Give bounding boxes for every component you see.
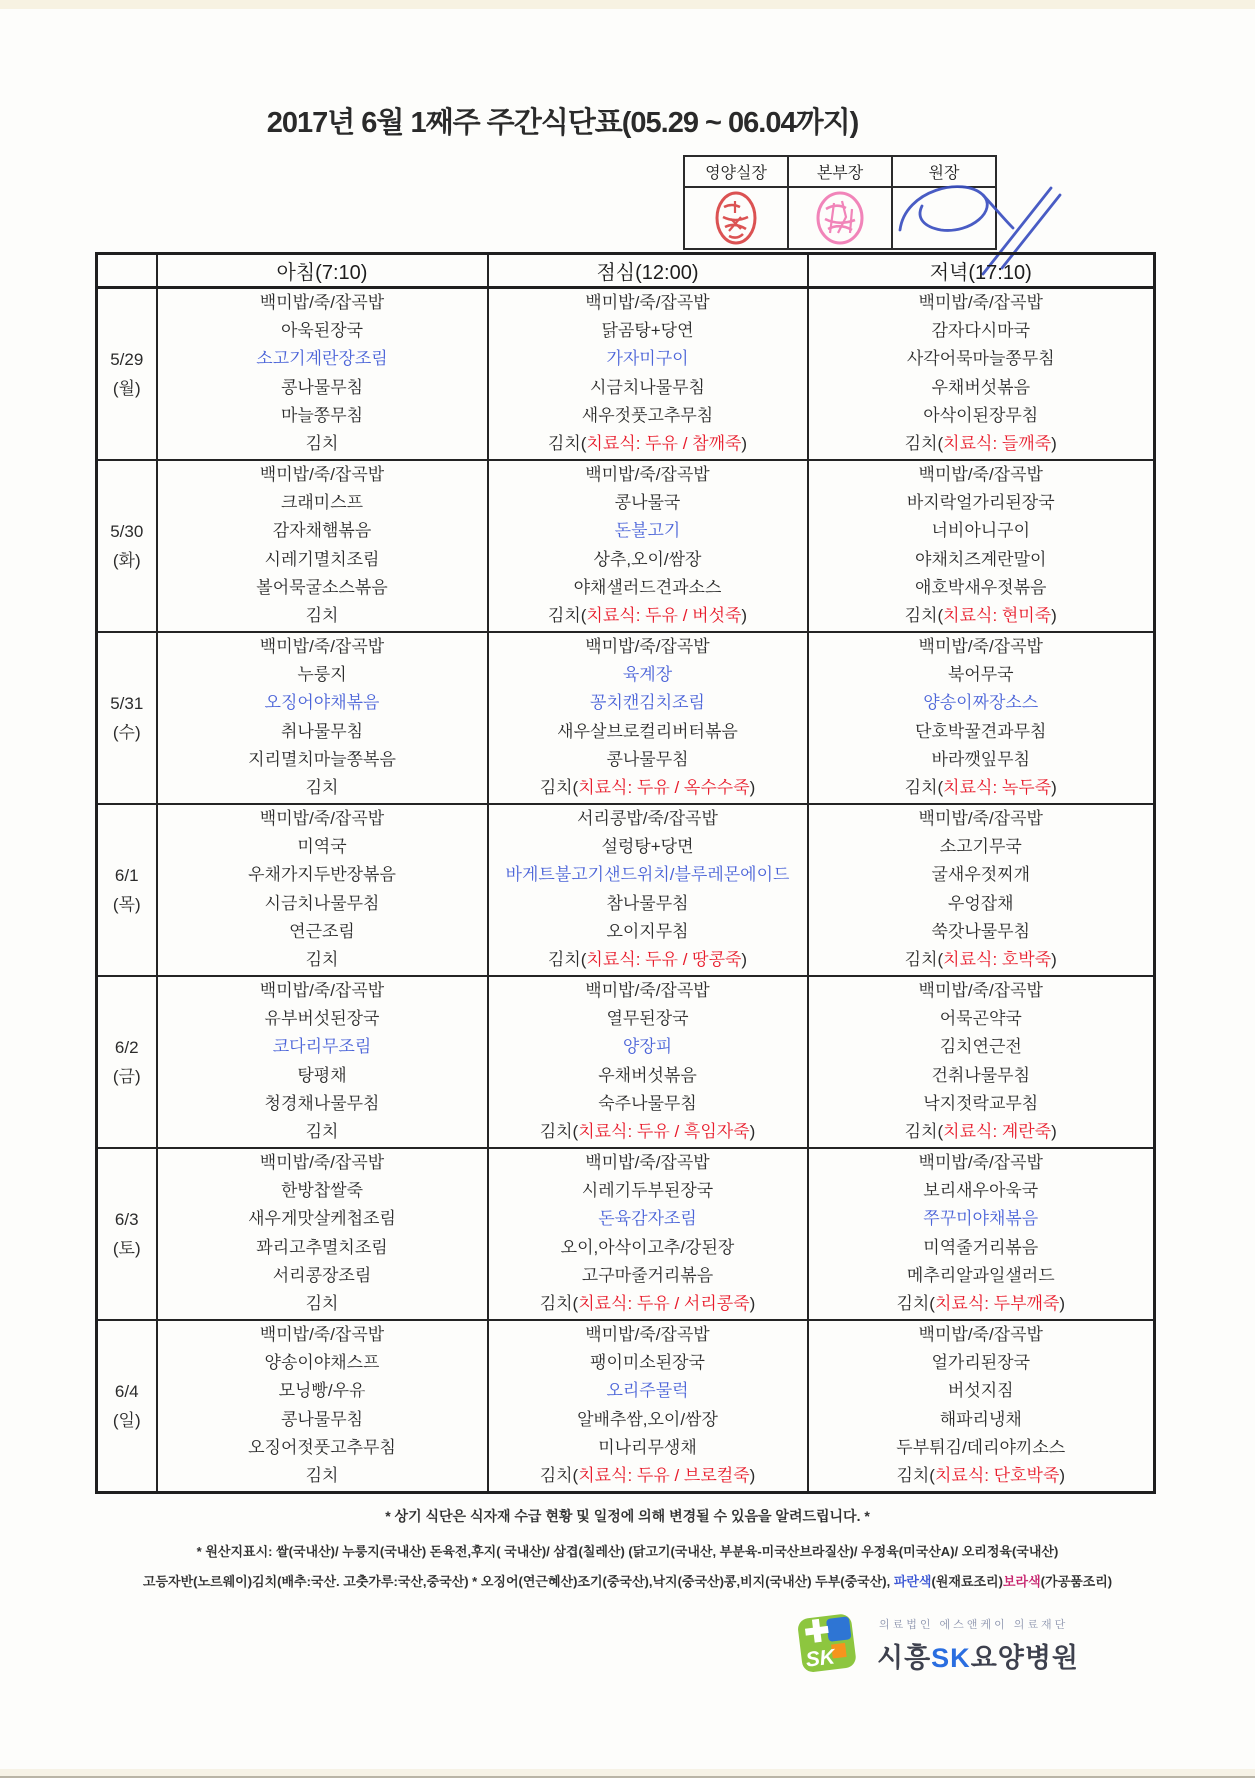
approval-role-headquarters: 본부장	[788, 156, 892, 187]
menu-item: 오이,아삭이고추/강된장	[560, 1237, 735, 1257]
menu-item: 백미밥/죽/잡곡밥	[585, 1325, 710, 1344]
stamp-cell-headquarters	[788, 187, 892, 249]
menu-item: 백미밥/죽/잡곡밥	[585, 293, 710, 312]
date-label: 6/3	[114, 1210, 139, 1229]
menu-item: 육계장	[622, 665, 673, 685]
menu-item: 지리멸치마늘쫑복음	[248, 749, 396, 769]
treatment-diet-note: 치료식: 두부깨죽	[934, 1293, 1060, 1313]
menu-item: 한방찹쌀죽	[280, 1181, 364, 1201]
menu-item: 김치	[305, 433, 339, 453]
dinner-cell	[808, 632, 1155, 804]
menu-item: 우채가지두반장볶음	[248, 865, 396, 885]
menu-item: 백미밥/죽/잡곡밥	[259, 293, 385, 312]
menu-item: 상추,오이/쌈장	[593, 549, 702, 569]
menu-item: 콩나물무침	[280, 377, 364, 397]
menu-item: 백미밥/죽/잡곡밥	[918, 981, 1043, 1000]
menu-item: 서리콩장조림	[272, 1265, 372, 1285]
lunch-cell	[488, 976, 808, 1148]
menu-item: 김치	[305, 777, 339, 797]
menu-item: 굴새우젓찌개	[931, 865, 1031, 885]
lunch-cell	[488, 288, 808, 461]
menu-item: 감자채햄볶음	[272, 521, 372, 541]
approval-role-nutrition: 영양실장	[684, 156, 788, 187]
breakfast-cell	[157, 804, 488, 976]
menu-item: 돈불고기	[614, 521, 681, 541]
menu-item: 메추리알과일샐러드	[906, 1265, 1055, 1285]
menu-item: 크래미스프	[280, 493, 364, 513]
menu-item: 너비아니구이	[931, 521, 1031, 541]
treatment-diet-note: 치료식: 두유 / 흑임자죽	[578, 1121, 750, 1141]
menu-item: 청경채나물무침	[264, 1093, 380, 1113]
menu-item: 아욱된장국	[280, 321, 364, 341]
menu-item: 고구마줄거리볶음	[581, 1265, 714, 1285]
hospital-foundation-name: 의료법인 에스앤케이 의료재단	[879, 1619, 1069, 1631]
menu-item: 알배추쌈,오이/쌈장	[577, 1409, 718, 1429]
note-segment: 보라색	[1002, 1574, 1041, 1589]
hospital-logo-text	[877, 1608, 1079, 1675]
menu-item: 낙지젓락교무침	[923, 1093, 1039, 1113]
menu-item: 열무된장국	[606, 1009, 689, 1029]
menu-item: 김치(치료식: 두유 / 흑임자죽)	[539, 1121, 756, 1141]
menu-item: 시금치나물무침	[264, 893, 380, 913]
treatment-diet-note: 치료식: 단호박죽	[934, 1465, 1060, 1485]
menu-item: 쭈꾸미야채볶음	[923, 1209, 1039, 1229]
breakfast-cell	[157, 1148, 488, 1320]
hospital-name-sk: SK	[931, 1643, 971, 1673]
dinner-cell	[808, 976, 1155, 1148]
menu-item: 서리콩밥/죽/잡곡밥	[577, 809, 718, 828]
menu-item: 사각어묵마늘쫑무침	[906, 349, 1055, 369]
menu-item: 우채버섯볶음	[931, 377, 1031, 397]
menu-item: 코다리무조림	[272, 1037, 372, 1057]
menu-item: 백미밥/죽/잡곡밥	[585, 981, 710, 1000]
menu-item: 팽이미소된장국	[590, 1353, 705, 1373]
note-segment: (원재료조리)	[931, 1574, 1003, 1589]
date-cell	[97, 460, 157, 632]
note-segment: (가공품조리)	[1040, 1574, 1113, 1589]
menu-item: 양장피	[622, 1037, 673, 1057]
lunch-cell	[488, 804, 808, 976]
menu-item: 양송이야채스프	[264, 1353, 380, 1373]
day-row	[97, 288, 1155, 461]
header-breakfast: 아침(7:10)	[157, 254, 488, 288]
breakfast-cell	[157, 976, 488, 1148]
date-label: 6/2	[114, 1038, 139, 1057]
date-label: 6/4	[114, 1382, 139, 1401]
menu-item: 김치(치료식: 들깨죽)	[904, 433, 1057, 453]
stamp-cell-director	[892, 187, 996, 249]
menu-item: 김치	[305, 605, 339, 625]
note-disclaimer: * 상기 식단은 식자재 수급 현황 및 일정에 의해 변경될 수 있음을 알려드립니다. *	[385, 1508, 870, 1524]
menu-item: 꽁치캔김치조림	[590, 693, 705, 713]
menu-item: 미역국	[297, 837, 347, 857]
dinner-cell	[808, 804, 1155, 976]
treatment-diet-note: 치료식: 계란죽	[943, 1121, 1052, 1141]
menu-item: 시레기멸치조림	[264, 549, 380, 569]
lunch-cell	[488, 632, 808, 804]
menu-item: 콩나물국	[614, 493, 681, 513]
menu-item: 우채버섯볶음	[598, 1065, 697, 1085]
lunch-cell	[488, 1320, 808, 1493]
menu-item: 백미밥/죽/잡곡밥	[585, 637, 710, 656]
menu-item: 얼가리된장국	[931, 1353, 1031, 1373]
menu-item: 소고기계란장조림	[256, 349, 388, 369]
date-cell	[97, 804, 157, 976]
menu-item: 김치(치료식: 호박죽)	[904, 949, 1057, 969]
menu-item: 닭곰탕+당연	[601, 321, 694, 341]
note-origin-1: * 원산지표시: 쌀(국내산)/ 누룽지(국내산) 돈육전,후지( 국내산)/ 삼겹(칠레산) (닭고기(국내산, 부분육-미국산브라질산)/ 우정육(미국산A)/ 오리정육(국내산)	[196, 1544, 1059, 1559]
date-cell	[97, 976, 157, 1148]
menu-item: 건취나물무침	[931, 1065, 1031, 1085]
menu-item: 백미밥/죽/잡곡밥	[259, 1153, 385, 1172]
menu-item: 오징어젓풋고추무침	[248, 1437, 396, 1457]
menu-item: 연근조림	[289, 921, 355, 941]
treatment-diet-note: 치료식: 호박죽	[943, 949, 1052, 969]
menu-item: 백미밥/죽/잡곡밥	[918, 637, 1043, 656]
treatment-diet-note: 치료식: 녹두죽	[943, 777, 1052, 797]
menu-item: 백미밥/죽/잡곡밥	[918, 809, 1043, 828]
menu-item: 탕평채	[297, 1065, 347, 1085]
page-title: 2017년 6월 1째주 주간식단표(05.29 ~ 06.04까지)	[266, 107, 859, 139]
menu-item: 김치	[305, 1293, 339, 1313]
menu-item: 쑥갓나물무침	[931, 921, 1031, 941]
svg-text:SK: SK	[804, 1645, 837, 1672]
breakfast-cell	[157, 632, 488, 804]
menu-item: 가자미구이	[606, 349, 689, 369]
lunch-cell	[488, 1148, 808, 1320]
header-lunch: 점심(12:00)	[488, 254, 808, 288]
menu-item: 백미밥/죽/잡곡밥	[259, 1325, 385, 1344]
menu-item: 백미밥/죽/잡곡밥	[259, 465, 385, 484]
menu-item: 우엉잡채	[947, 893, 1014, 913]
menu-item: 버섯지짐	[947, 1381, 1014, 1401]
menu-item: 김치(치료식: 두유 / 브로컬죽)	[539, 1465, 756, 1485]
menu-item: 김치(치료식: 단호박죽)	[896, 1465, 1066, 1485]
menu-table-body	[97, 288, 1155, 1493]
menu-item: 백미밥/죽/잡곡밥	[918, 465, 1043, 484]
breakfast-cell	[157, 460, 488, 632]
header-dinner: 저녁(17:10)	[808, 254, 1155, 288]
weekday-label: (화)	[112, 551, 141, 570]
date-label: 6/1	[114, 866, 139, 885]
hospital-logo	[793, 1608, 1079, 1680]
menu-item: 백미밥/죽/잡곡밥	[585, 465, 710, 484]
dinner-cell	[808, 1148, 1155, 1320]
date-label: 5/29	[110, 350, 144, 369]
treatment-diet-note: 치료식: 두유 / 버섯죽	[586, 605, 742, 625]
menu-item: 설렁탕+당면	[601, 837, 694, 857]
menu-item: 모닝빵/우유	[278, 1381, 366, 1401]
menu-item: 꽈리고추멸치조림	[256, 1237, 388, 1257]
menu-item: 마늘쫑무침	[280, 405, 364, 425]
treatment-diet-note: 치료식: 두유 / 브로컬죽	[578, 1465, 750, 1485]
menu-item: 양송이짜장소스	[923, 693, 1039, 713]
red-seal-stamp-icon	[711, 189, 761, 247]
date-cell	[97, 632, 157, 804]
weekday-label: (일)	[112, 1411, 141, 1430]
menu-item: 김치(치료식: 현미죽)	[904, 605, 1057, 625]
menu-item: 어묵곤약국	[939, 1009, 1022, 1029]
date-cell	[97, 1320, 157, 1493]
menu-item: 돈육감자조림	[598, 1209, 697, 1229]
menu-item: 오징어야채볶음	[264, 693, 380, 713]
menu-item: 김치(치료식: 두유 / 서리콩죽)	[539, 1293, 756, 1313]
sk-hospital-logo-icon	[793, 1608, 863, 1680]
dinner-cell	[808, 288, 1155, 461]
day-row	[97, 632, 1155, 804]
menu-item: 김치(치료식: 두유 / 참깨죽)	[547, 433, 748, 453]
weekday-label: (토)	[112, 1239, 141, 1258]
menu-item: 보리새우아욱국	[923, 1181, 1039, 1201]
lunch-cell	[488, 460, 808, 632]
menu-item: 김치	[305, 1121, 339, 1141]
menu-item: 백미밥/죽/잡곡밥	[585, 1153, 710, 1172]
dinner-cell	[808, 460, 1155, 632]
menu-header-row	[97, 254, 1155, 288]
note-segment: 고등자반(노르웨이)김치(배추:국산. 고춧가루:국산,중국산) * 오징어(연근혜산)조기(중국산),낙지(중국산)콩,비지(국내산) 두부(중국산),	[142, 1574, 894, 1589]
menu-item: 콩나물무침	[280, 1409, 364, 1429]
menu-item: 단호박꿀견과무침	[915, 721, 1047, 741]
menu-item: 숙주나물무침	[598, 1093, 697, 1113]
menu-item: 감자다시마국	[931, 321, 1031, 341]
menu-item: 해파리냉채	[939, 1409, 1022, 1429]
menu-item: 소고기무국	[939, 837, 1022, 857]
menu-item: 시레기두부된장국	[581, 1181, 714, 1201]
breakfast-cell	[157, 288, 488, 461]
menu-item: 백미밥/죽/잡곡밥	[259, 809, 385, 828]
weekly-menu-table	[95, 252, 1156, 1494]
treatment-diet-note: 치료식: 들깨죽	[943, 433, 1052, 453]
note-origin-2	[0, 1571, 1255, 1590]
menu-item: 김치(치료식: 두유 / 버섯죽)	[547, 605, 748, 625]
menu-item: 아삭이된장무침	[923, 405, 1039, 425]
date-label: 5/30	[110, 522, 144, 541]
menu-item: 새우젓풋고추무침	[581, 405, 714, 425]
menu-item: 누룽지	[297, 665, 347, 685]
menu-item: 오이지무침	[606, 921, 689, 941]
menu-item: 백미밥/죽/잡곡밥	[259, 981, 385, 1000]
day-row	[97, 460, 1155, 632]
date-cell	[97, 288, 157, 461]
approval-header-row	[684, 156, 996, 187]
menu-item: 김치	[305, 949, 339, 969]
weekday-label: (수)	[112, 723, 141, 742]
menu-item: 백미밥/죽/잡곡밥	[918, 1153, 1043, 1172]
treatment-diet-note: 치료식: 두유 / 땅콩죽	[586, 949, 742, 969]
date-cell	[97, 1148, 157, 1320]
day-row	[97, 804, 1155, 976]
menu-item: 야채샐러드견과소스	[573, 577, 722, 597]
stamp-cell-nutrition	[684, 187, 788, 249]
menu-item: 유부버섯된장국	[264, 1009, 380, 1029]
menu-item: 애호박새우젓볶음	[915, 577, 1047, 597]
weekday-label: (월)	[112, 379, 141, 398]
menu-item: 김치	[305, 1465, 339, 1485]
date-label: 5/31	[110, 694, 144, 713]
menu-item: 미역줄거리볶음	[923, 1237, 1039, 1257]
approval-stamp-row	[684, 187, 996, 249]
menu-item: 미나리무생채	[598, 1437, 697, 1457]
menu-item: 김치(치료식: 계란죽)	[904, 1121, 1057, 1141]
menu-item: 볼어묵굴소스볶음	[256, 577, 388, 597]
treatment-diet-note: 치료식: 두유 / 참깨죽	[586, 433, 742, 453]
day-row	[97, 976, 1155, 1148]
treatment-diet-note: 치료식: 두유 / 서리콩죽	[578, 1293, 750, 1313]
menu-item: 새우살브로컬리버터볶음	[557, 721, 738, 741]
day-row	[97, 1320, 1155, 1493]
menu-item: 바지락얼가리된장국	[906, 493, 1055, 513]
menu-item: 야채치즈계란말이	[915, 549, 1047, 569]
corner-cell	[97, 254, 157, 288]
day-row	[97, 1148, 1155, 1320]
menu-item: 두부튀김/데리야끼소스	[896, 1437, 1066, 1457]
approval-role-director: 원장	[892, 156, 996, 187]
pink-seal-stamp-icon	[812, 189, 868, 247]
menu-item: 콩나물무침	[606, 749, 689, 769]
menu-item: 백미밥/죽/잡곡밥	[918, 293, 1043, 312]
menu-item: 북어무국	[947, 665, 1014, 685]
dinner-cell	[808, 1320, 1155, 1493]
weekday-label: (금)	[112, 1067, 141, 1086]
menu-item: 참나물무침	[606, 893, 689, 913]
menu-item: 백미밥/죽/잡곡밥	[259, 637, 385, 656]
menu-item: 새우게맛살케첩조림	[248, 1209, 396, 1229]
hospital-name: 시흥SK요양병원	[877, 1643, 1080, 1673]
weekday-label: (목)	[112, 895, 141, 914]
menu-item: 오리주물럭	[606, 1381, 689, 1401]
treatment-diet-note: 치료식: 현미죽	[943, 605, 1052, 625]
approval-table	[683, 155, 997, 250]
menu-item: 김치(치료식: 녹두죽)	[904, 777, 1057, 797]
note-segment: 파란색	[893, 1574, 932, 1589]
menu-item: 김치연근전	[939, 1037, 1022, 1057]
menu-item: 김치(치료식: 두유 / 옥수수죽)	[539, 777, 756, 797]
menu-item: 바게트불고기샌드위치/블루레몬에이드	[505, 865, 790, 885]
menu-item: 시금치나물무침	[590, 377, 705, 397]
menu-item: 김치(치료식: 두부깨죽)	[896, 1293, 1066, 1313]
menu-item: 김치(치료식: 두유 / 땅콩죽)	[547, 949, 748, 969]
breakfast-cell	[157, 1320, 488, 1493]
menu-item: 백미밥/죽/잡곡밥	[918, 1325, 1043, 1344]
treatment-diet-note: 치료식: 두유 / 옥수수죽	[578, 777, 750, 797]
menu-item: 취나물무침	[280, 721, 364, 741]
menu-item: 바라깻잎무침	[931, 749, 1031, 769]
